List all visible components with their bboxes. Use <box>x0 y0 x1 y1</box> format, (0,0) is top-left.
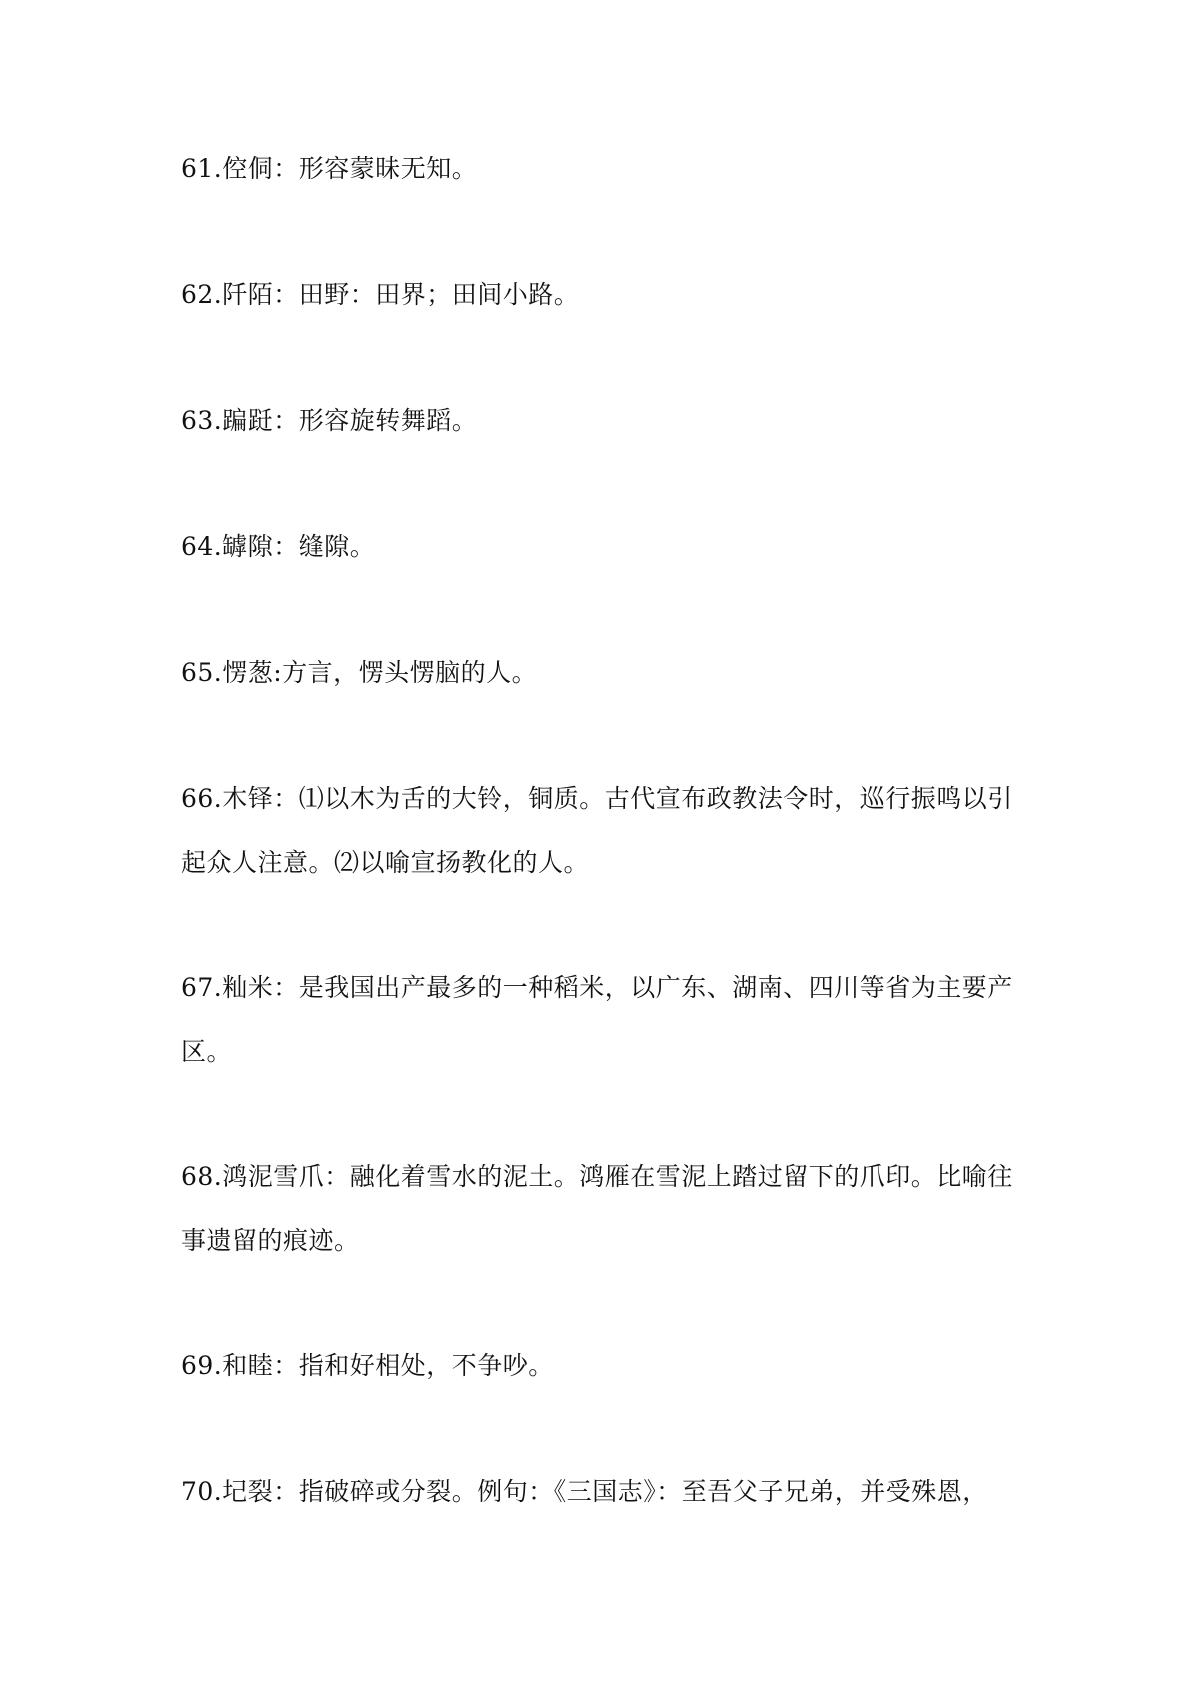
entry-66: 66.木铎：⑴以木为舌的大铃，铜质。古代宣布政教法令时，巡行振鸣以引起众人注意。⑵以喻宣扬教化的人。 <box>181 784 1013 877</box>
entry-67: 67.籼米：是我国出产最多的一种稻米，以广东、湖南、四川等省为主要产区。 <box>181 973 1013 1066</box>
entry-69: 69.和睦：指和好相处，不争吵。 <box>181 1351 554 1380</box>
entry-63: 63.蹁跹：形容旋转舞蹈。 <box>181 406 478 435</box>
entry-65: 65.愣葱:方言，愣头愣脑的人。 <box>181 658 538 687</box>
entry-62: 62.阡陌：田野：田界；田间小路。 <box>181 280 580 309</box>
entry-61: 61.倥侗：形容蒙昧无知。 <box>181 154 478 183</box>
entry-68: 68.鸿泥雪爪：融化着雪水的泥土。鸿雁在雪泥上踏过留下的爪印。比喻往事遗留的痕迹。 <box>181 1162 1013 1255</box>
entry-70: 70.圮裂：指破碎或分裂。例句：《三国志》：至吾父子兄弟，并受殊恩， <box>181 1477 988 1506</box>
entry-64: 64.罅隙：缝隙。 <box>181 532 376 561</box>
